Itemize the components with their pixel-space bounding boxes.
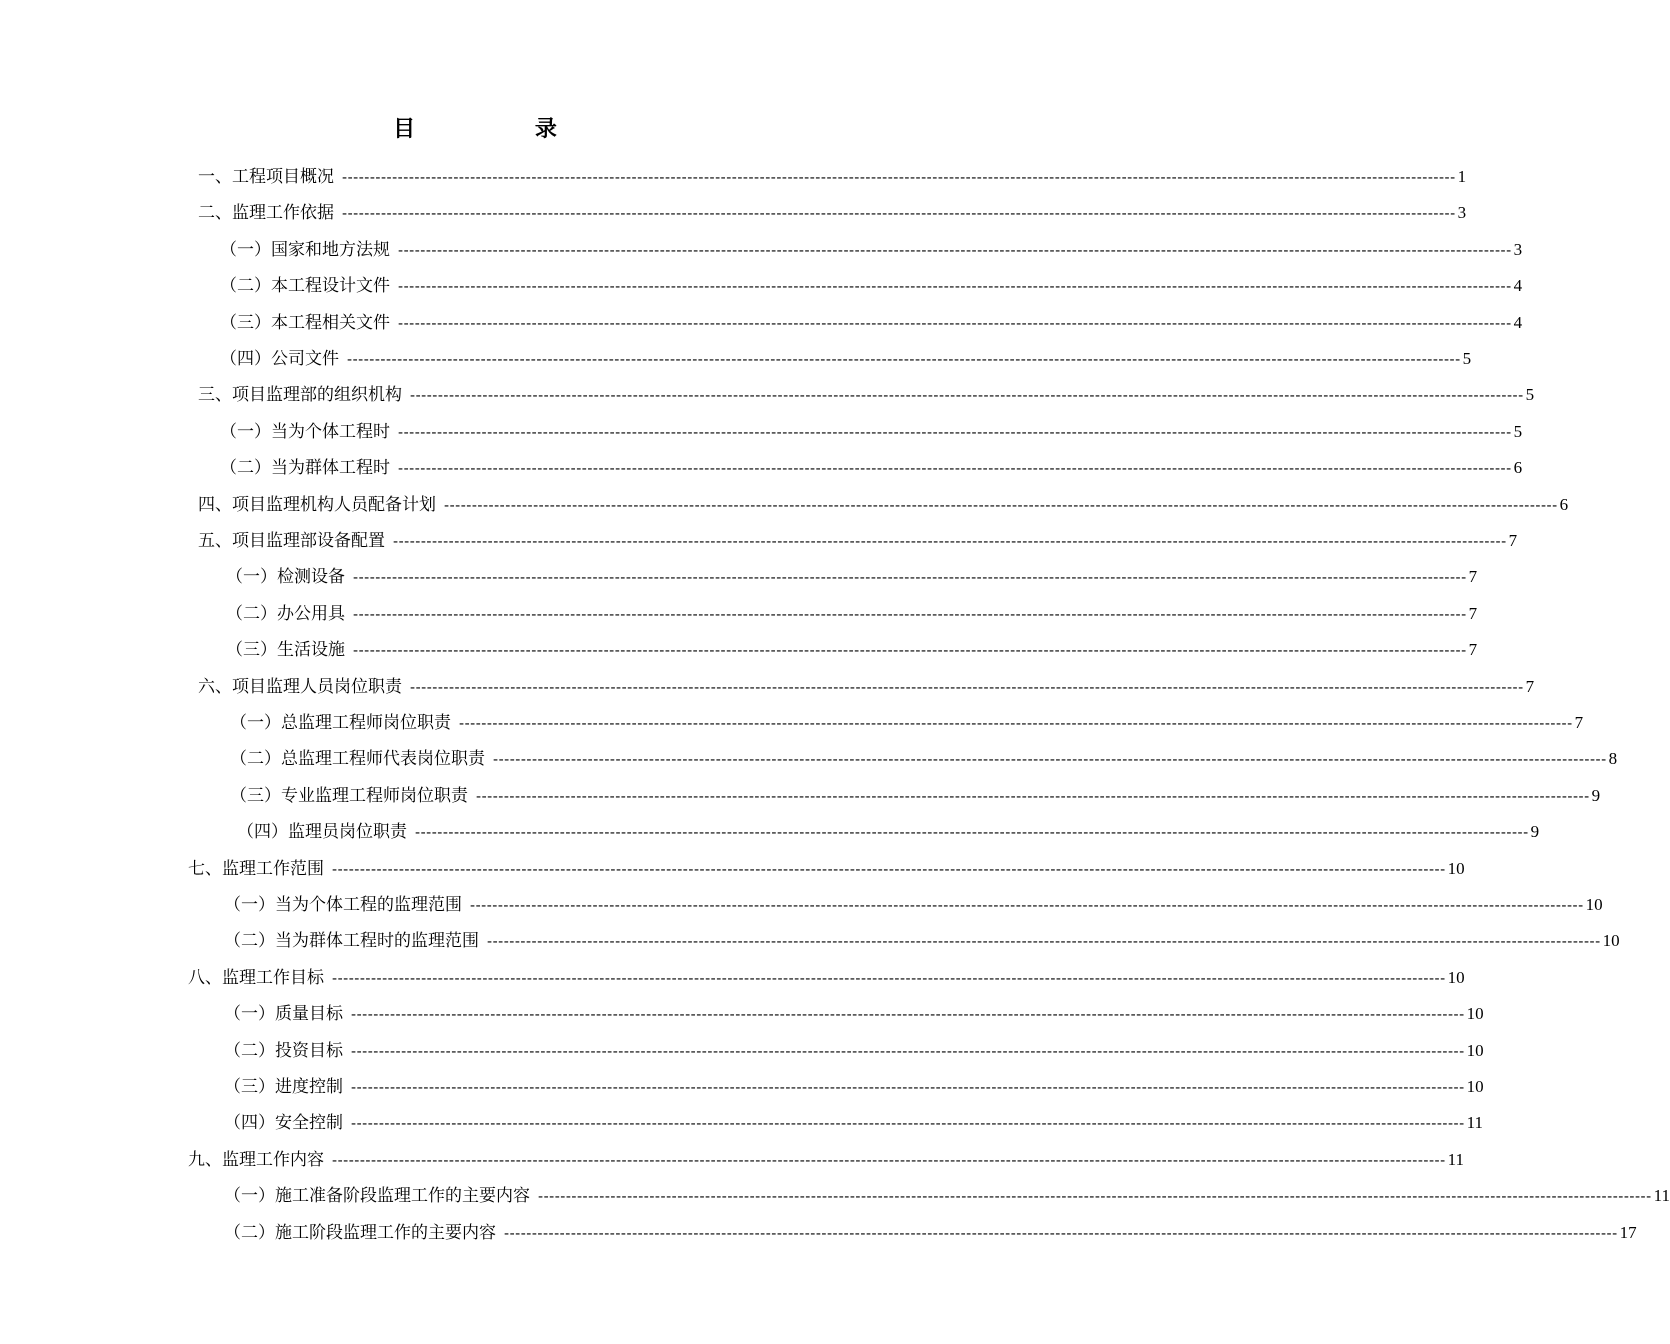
toc-entry[interactable] bbox=[230, 747, 1618, 771]
toc-entry-label: 九、监理工作内容 bbox=[188, 1149, 324, 1170]
toc-entry-page-number: 9 bbox=[1530, 822, 1540, 842]
toc-entry[interactable] bbox=[220, 274, 1523, 298]
toc-entry-label: （一）总监理工程师岗位职责 bbox=[230, 713, 451, 733]
toc-leader-dashes: -------------------------------------------------------------------------------------------------------------------------------------------------------------------------------------------------------- bbox=[351, 1078, 1465, 1096]
toc-leader-dashes: -------------------------------------------------------------------------------------------------------------------------------------------------------------------------------------------------------- bbox=[493, 750, 1607, 769]
toc-entry-label: （一）当为个体工程时 bbox=[220, 421, 390, 442]
toc-leader-dashes: -------------------------------------------------------------------------------------------------------------------------------------------------------------------------------------------------------- bbox=[444, 495, 1558, 514]
toc-leader-dashes: -------------------------------------------------------------------------------------------------------------------------------------------------------------------------------------------------------- bbox=[332, 1150, 1446, 1169]
toc-entry[interactable] bbox=[220, 456, 1523, 480]
toc-entry-label: （四）公司文件 bbox=[220, 349, 339, 369]
toc-leader-dashes: -------------------------------------------------------------------------------------------------------------------------------------------------------------------------------------------------------- bbox=[398, 459, 1512, 478]
toc-leader-dashes: -------------------------------------------------------------------------------------------------------------------------------------------------------------------------------------------------------- bbox=[353, 604, 1467, 623]
toc-entry-page-number: 4 bbox=[1513, 276, 1523, 296]
toc-entry-page-number: 1 bbox=[1457, 167, 1467, 186]
toc-entry-page-number: 8 bbox=[1608, 749, 1618, 769]
toc-entry[interactable] bbox=[224, 1039, 1484, 1063]
toc-entry[interactable] bbox=[188, 966, 1465, 990]
toc-leader-dashes: -------------------------------------------------------------------------------------------------------------------------------------------------------------------------------------------------------- bbox=[351, 1005, 1465, 1024]
toc-entry-page-number: 7 bbox=[1468, 603, 1478, 623]
toc-entry[interactable] bbox=[226, 565, 1478, 589]
toc-leader-dashes: -------------------------------------------------------------------------------------------------------------------------------------------------------------------------------------------------------- bbox=[410, 677, 1524, 696]
toc-entry-label: （一）质量目标 bbox=[224, 1004, 343, 1025]
toc-entry[interactable] bbox=[224, 1184, 1670, 1208]
toc-entry[interactable] bbox=[188, 857, 1465, 881]
toc-leader-dashes: -------------------------------------------------------------------------------------------------------------------------------------------------------------------------------------------------------- bbox=[487, 932, 1601, 951]
toc-leader-dashes: -------------------------------------------------------------------------------------------------------------------------------------------------------------------------------------------------------- bbox=[342, 204, 1456, 223]
toc-entry-label: （四）监理员岗位职责 bbox=[237, 822, 407, 843]
toc-entry-label: （一）国家和地方法规 bbox=[220, 239, 390, 260]
toc-leader-dashes: -------------------------------------------------------------------------------------------------------------------------------------------------------------------------------------------------------- bbox=[351, 1041, 1465, 1060]
toc-entry-page-number: 7 bbox=[1525, 676, 1535, 696]
toc-entry[interactable] bbox=[237, 820, 1540, 844]
toc-entry-page-number: 11 bbox=[1653, 1186, 1670, 1206]
toc-entry-page-number: 5 bbox=[1513, 421, 1523, 441]
toc-entry-page-number: 3 bbox=[1457, 203, 1467, 223]
toc-leader-dashes: -------------------------------------------------------------------------------------------------------------------------------------------------------------------------------------------------------- bbox=[353, 641, 1467, 660]
toc-entry-page-number: 6 bbox=[1559, 494, 1569, 514]
toc-leader-dashes: -------------------------------------------------------------------------------------------------------------------------------------------------------------------------------------------------------- bbox=[459, 714, 1573, 732]
toc-entry-page-number: 11 bbox=[1466, 1113, 1484, 1133]
toc-leader-dashes: -------------------------------------------------------------------------------------------------------------------------------------------------------------------------------------------------------- bbox=[353, 568, 1467, 587]
toc-entry-label: （一）检测设备 bbox=[226, 567, 345, 588]
toc-leader-dashes: -------------------------------------------------------------------------------------------------------------------------------------------------------------------------------------------------------- bbox=[504, 1223, 1618, 1242]
toc-entry-page-number: 6 bbox=[1513, 458, 1523, 478]
toc-entry[interactable] bbox=[220, 238, 1523, 262]
toc-entry[interactable] bbox=[188, 1148, 1465, 1172]
toc-entry-label: （二）当为群体工程时的监理范围 bbox=[224, 931, 479, 952]
toc-entry[interactable] bbox=[198, 165, 1467, 189]
toc-entry-label: （二）本工程设计文件 bbox=[220, 276, 390, 297]
toc-leader-dashes: -------------------------------------------------------------------------------------------------------------------------------------------------------------------------------------------------------- bbox=[332, 968, 1446, 987]
toc-entry-page-number: 7 bbox=[1468, 567, 1478, 587]
toc-entry[interactable] bbox=[198, 529, 1518, 553]
toc-entry-label: （二）办公用具 bbox=[226, 603, 345, 624]
toc-entry[interactable] bbox=[224, 893, 1603, 917]
toc-leader-dashes: -------------------------------------------------------------------------------------------------------------------------------------------------------------------------------------------------------- bbox=[393, 532, 1507, 550]
toc-leader-dashes: -------------------------------------------------------------------------------------------------------------------------------------------------------------------------------------------------------- bbox=[398, 277, 1512, 296]
toc-leader-dashes: -------------------------------------------------------------------------------------------------------------------------------------------------------------------------------------------------------- bbox=[398, 313, 1512, 332]
toc-entry-label: （三）本工程相关文件 bbox=[220, 312, 390, 333]
toc-entry-label: 五、项目监理部设备配置 bbox=[198, 531, 385, 551]
toc-entry-label: （一）当为个体工程的监理范围 bbox=[224, 895, 462, 915]
toc-title: 目 录 bbox=[393, 116, 613, 142]
toc-leader-dashes: -------------------------------------------------------------------------------------------------------------------------------------------------------------------------------------------------------- bbox=[398, 422, 1512, 441]
toc-entry-page-number: 7 bbox=[1468, 640, 1478, 660]
toc-entry[interactable] bbox=[198, 493, 1569, 517]
toc-entry-label: （二）施工阶段监理工作的主要内容 bbox=[224, 1222, 496, 1243]
toc-entry[interactable] bbox=[198, 675, 1535, 699]
toc-entry[interactable] bbox=[230, 711, 1584, 735]
toc-entry-label: 一、工程项目概况 bbox=[198, 167, 334, 187]
toc-entry-page-number: 17 bbox=[1619, 1222, 1637, 1242]
toc-entry-page-number: 4 bbox=[1513, 312, 1523, 332]
toc-leader-dashes: -------------------------------------------------------------------------------------------------------------------------------------------------------------------------------------------------------- bbox=[347, 350, 1461, 368]
toc-entry-label: （二）总监理工程师代表岗位职责 bbox=[230, 749, 485, 770]
toc-entry-label: 六、项目监理人员岗位职责 bbox=[198, 676, 402, 697]
toc-entry-label: （四）安全控制 bbox=[224, 1113, 343, 1134]
toc-entry-page-number: 7 bbox=[1574, 713, 1584, 732]
toc-entry-page-number: 10 bbox=[1602, 931, 1620, 951]
toc-entry[interactable] bbox=[198, 201, 1467, 225]
toc-entry-page-number: 10 bbox=[1466, 1004, 1484, 1024]
toc-entry-page-number: 10 bbox=[1466, 1077, 1484, 1096]
toc-entry-page-number: 10 bbox=[1447, 967, 1465, 987]
toc-leader-dashes: -------------------------------------------------------------------------------------------------------------------------------------------------------------------------------------------------------- bbox=[538, 1187, 1652, 1206]
toc-entry-label: 四、项目监理机构人员配备计划 bbox=[198, 494, 436, 515]
toc-leader-dashes: -------------------------------------------------------------------------------------------------------------------------------------------------------------------------------------------------------- bbox=[415, 823, 1529, 842]
toc-entry-page-number: 5 bbox=[1462, 349, 1472, 368]
toc-entry-page-number: 3 bbox=[1513, 239, 1523, 259]
toc-leader-dashes: -------------------------------------------------------------------------------------------------------------------------------------------------------------------------------------------------------- bbox=[351, 1114, 1465, 1133]
toc-entry-page-number: 10 bbox=[1466, 1040, 1484, 1060]
toc-leader-dashes: -------------------------------------------------------------------------------------------------------------------------------------------------------------------------------------------------------- bbox=[470, 896, 1584, 914]
toc-entry-label: 二、监理工作依据 bbox=[198, 203, 334, 224]
toc-entry[interactable] bbox=[224, 1075, 1484, 1099]
toc-entry[interactable] bbox=[220, 420, 1523, 444]
toc-entry[interactable] bbox=[226, 602, 1478, 626]
toc-entry[interactable] bbox=[224, 1002, 1484, 1026]
toc-entry-page-number: 5 bbox=[1525, 385, 1535, 405]
toc-entry[interactable] bbox=[220, 347, 1472, 371]
toc-entry[interactable] bbox=[220, 311, 1523, 335]
toc-leader-dashes: -------------------------------------------------------------------------------------------------------------------------------------------------------------------------------------------------------- bbox=[398, 240, 1512, 259]
toc-leader-dashes: -------------------------------------------------------------------------------------------------------------------------------------------------------------------------------------------------------- bbox=[476, 786, 1590, 805]
toc-entry-label: （三）专业监理工程师岗位职责 bbox=[230, 785, 468, 806]
toc-entry-page-number: 10 bbox=[1585, 895, 1603, 914]
toc-leader-dashes: -------------------------------------------------------------------------------------------------------------------------------------------------------------------------------------------------------- bbox=[342, 168, 1456, 186]
toc-entry-label: 八、监理工作目标 bbox=[188, 967, 324, 988]
toc-entry[interactable] bbox=[230, 784, 1601, 808]
toc-entry-label: 七、监理工作范围 bbox=[188, 858, 324, 879]
toc-entry[interactable] bbox=[224, 1111, 1484, 1135]
toc-entry[interactable] bbox=[224, 929, 1620, 953]
toc-entry-label: （三）进度控制 bbox=[224, 1077, 343, 1097]
toc-entry-page-number: 9 bbox=[1591, 785, 1601, 805]
toc-entry[interactable] bbox=[198, 383, 1535, 407]
toc-entry-label: （一）施工准备阶段监理工作的主要内容 bbox=[224, 1186, 530, 1207]
toc-entry-label: （二）投资目标 bbox=[224, 1040, 343, 1061]
toc-entry-page-number: 10 bbox=[1447, 858, 1465, 878]
toc-leader-dashes: -------------------------------------------------------------------------------------------------------------------------------------------------------------------------------------------------------- bbox=[410, 386, 1524, 405]
toc-entry-page-number: 11 bbox=[1447, 1149, 1465, 1169]
toc-entry-label: （三）生活设施 bbox=[226, 640, 345, 661]
toc-entry-label: 三、项目监理部的组织机构 bbox=[198, 385, 402, 406]
toc-entry-page-number: 7 bbox=[1508, 531, 1518, 550]
toc-entry[interactable] bbox=[224, 1221, 1637, 1245]
toc-leader-dashes: -------------------------------------------------------------------------------------------------------------------------------------------------------------------------------------------------------- bbox=[332, 859, 1446, 878]
toc-entry[interactable] bbox=[226, 638, 1478, 662]
toc-entry-label: （二）当为群体工程时 bbox=[220, 458, 390, 479]
